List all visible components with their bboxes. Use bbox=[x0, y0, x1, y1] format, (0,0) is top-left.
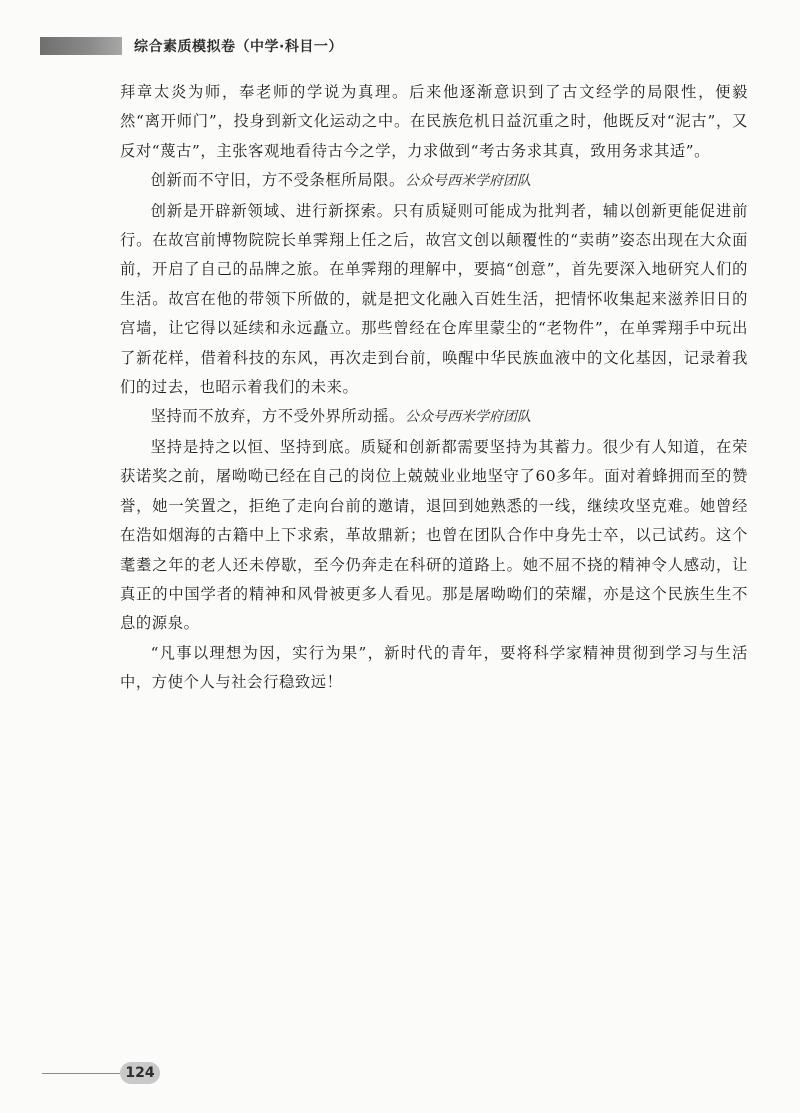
page-header bbox=[40, 36, 343, 56]
article-body bbox=[120, 78, 748, 698]
section-heading-innovation bbox=[120, 166, 748, 196]
heading-innovation-text: 创新而不守旧，方不受条框所局限。 bbox=[150, 171, 405, 190]
paragraph-persistence: 坚持是持之以恒、坚持到底。质疑和创新都需要坚持为其蓄力。很少有人知道，在荣获诺奖之前，屠呦呦已经在自己的岗位上兢兢业业地坚守了60多年。面对着蜂拥而至的赞誉，她一笑置之，拒绝了走向台前的邀请，退回到她熟悉的一线，继续攻坚克难。她曾经在浩如烟海的古籍中上下求索，革故鼎新；也曾在团队合作中身先士卒，以己试药。这个耄耋之年的老人还未停歇，至今仍奔走在科研的道路上。她不屈不挠的精神令人感动，让真正的中国学者的精神和风骨被更多人看见。那是屠呦呦们的荣耀，亦是这个民族生生不息的源泉。 bbox=[120, 437, 748, 633]
page-number-badge: 124 bbox=[120, 1062, 160, 1084]
header-decor-bar bbox=[40, 37, 122, 55]
paragraph-innovation: 创新是开辟新领域、进行新探索。只有质疑则可能成为批判者，辅以创新更能促进前行。在故宫前博物院院长单霁翔上任之后，故宫文创以颠覆性的“卖萌”姿态出现在大众面前，开启了自己的品牌之旅。在单霁翔的理解中，要搞“创意”，首先要深入地研究人们的生活。故宫在他的带领下所做的，就是把文化融入百姓生活，把情怀收集起来滋养旧日的宫墙，让它得以延续和永远矗立。那些曾经在仓库里蒙尘的“老物件”，在单霁翔手中玩出了新花样，借着科技的东风，再次走到台前，唤醒中华民族血液中的文化基因，记录着我们的过去，也昭示着我们的未来。 bbox=[120, 201, 748, 397]
page-footer bbox=[42, 1061, 160, 1085]
paragraph-intro: 拜章太炎为师，奉老师的学说为真理。后来他逐渐意识到了古文经学的局限性，便毅然“离开师门”，投身到新文化运动之中。在民族危机日益沉重之时，他既反对“泥古”，又反对“蔑古”，主张客观地看待古今之学，力求做到“考古务求其真，致用务求其适”。 bbox=[120, 83, 748, 160]
heading-persistence-text: 坚持而不放弃，方不受外界所动摇。 bbox=[150, 407, 405, 426]
watermark-text: 公众号西米学府团队 bbox=[404, 173, 531, 190]
watermark-text: 公众号西米学府团队 bbox=[404, 409, 531, 426]
section-heading-persistence bbox=[120, 402, 748, 432]
footer-rule bbox=[42, 1073, 120, 1074]
paragraph-conclusion: “凡事以理想为因，实行为果”，新时代的青年，要将科学家精神贯彻到学习与生活中，方使个人与社会行稳致远！ bbox=[120, 643, 748, 692]
book-title: 综合素质模拟卷（中学·科目一） bbox=[134, 39, 343, 55]
